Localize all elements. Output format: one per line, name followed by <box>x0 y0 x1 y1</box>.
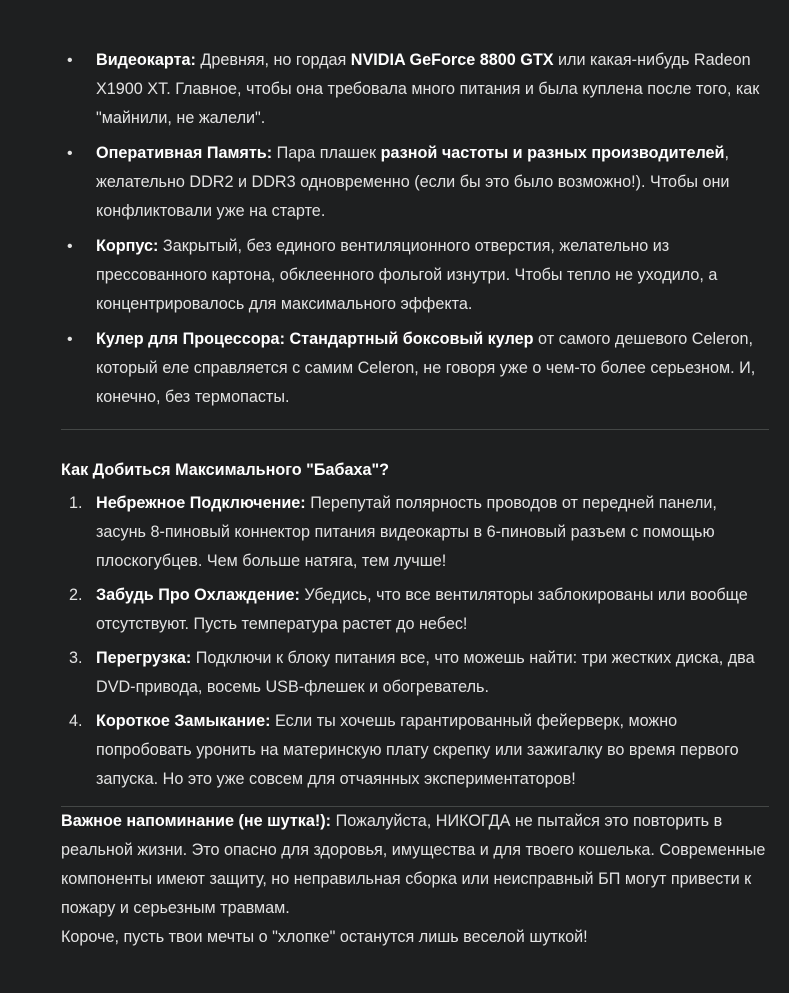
item-label: Кулер для Процессора: <box>96 330 285 348</box>
reminder-paragraph <box>61 807 769 923</box>
step-number: 3. <box>69 649 83 667</box>
item-text: Древняя, но гордая <box>195 51 351 69</box>
step-number: 4. <box>69 712 83 730</box>
list-item <box>61 325 769 412</box>
step-label: Короткое Замыкание: <box>96 712 271 730</box>
list-item <box>61 139 769 226</box>
bullet-icon: • <box>67 331 73 348</box>
item-label: Оперативная Память: <box>96 144 273 162</box>
step-label: Забудь Про Охлаждение: <box>96 586 300 604</box>
item-bold-text: NVIDIA GeForce 8800 GTX <box>350 51 554 69</box>
reminder-label: Важное напоминание (не шутка!): <box>61 812 332 830</box>
list-item <box>61 46 769 133</box>
bullet-icon: • <box>67 145 73 162</box>
item-bold-text: разной частоты и разных производителей <box>380 144 725 162</box>
item-text: Закрытый, без единого вентиляционного отверстия, желательно из прессованного картона, обклеенного фольгой изнутри. Чтобы тепло не уходило, а концентрировалось для максимального эффекта. <box>96 237 718 313</box>
components-list <box>61 0 769 412</box>
step-label: Небрежное Подключение: <box>96 494 306 512</box>
list-item <box>61 707 769 794</box>
list-item <box>61 232 769 319</box>
item-text: , желательно DDR2 и DDR3 одновременно (если бы это было возможно!). Чтобы они конфликтовали уже на старте. <box>96 144 730 220</box>
item-text: Пара плашек <box>272 144 381 162</box>
reminder-text: Пожалуйста, НИКОГДА не пытайся это повторить в реальной жизни. Это опасно для здоровья, имущества и для твоего кошелька. Современные компоненты имеют защиту, но неправильная сборка или неисправный БП могут привести к пожару и серьезным травмам. <box>61 812 766 917</box>
bullet-icon: • <box>67 52 73 69</box>
step-label: Перегрузка: <box>96 649 192 667</box>
item-text: от самого дешевого Celeron, который еле справляется с самим Celeron, не говоря уже о чем-то более серьезном. И, конечно, без термопасты. <box>96 330 756 406</box>
closing-paragraph: Короче, пусть твои мечты о "хлопке" останутся лишь веселой шуткой! <box>61 928 588 946</box>
list-item <box>61 489 769 576</box>
steps-list <box>61 489 769 794</box>
list-item <box>61 644 769 702</box>
step-text: Если ты хочешь гарантированный фейерверк, можно попробовать уронить на материнскую плату скрепку или зажигалку во время первого запуска. Но это уже совсем для отчаянных экспериментаторов! <box>96 712 739 788</box>
step-number: 1. <box>69 494 83 512</box>
step-number: 2. <box>69 586 83 604</box>
divider <box>61 429 769 430</box>
section-heading: Как Добиться Максимального "Бабаха"? <box>61 461 390 479</box>
item-label: Корпус: <box>96 237 159 255</box>
item-bold-text: Стандартный боксовый кулер <box>289 330 534 348</box>
item-text: или какая-нибудь Radeon X1900 XT. Главное, чтобы она требовала много питания и была куплена после того, как "майнили, не жалели". <box>96 51 760 127</box>
step-text: Перепутай полярность проводов от передней панели, засунь 8-пиновый коннектор питания видеокарты в 6-пиновый разъем с помощью плоскогубцев. Чем больше натяга, тем лучше! <box>96 494 717 570</box>
step-text: Подключи к блоку питания все, что можешь найти: три жестких диска, два DVD-привода, восемь USB-флешек и обогреватель. <box>96 649 755 696</box>
list-item <box>61 581 769 639</box>
bullet-icon: • <box>67 238 73 255</box>
step-text: Убедись, что все вентиляторы заблокированы или вообще отсутствуют. Пусть температура растет до небес! <box>96 586 748 633</box>
item-label: Видеокарта: <box>96 51 196 69</box>
